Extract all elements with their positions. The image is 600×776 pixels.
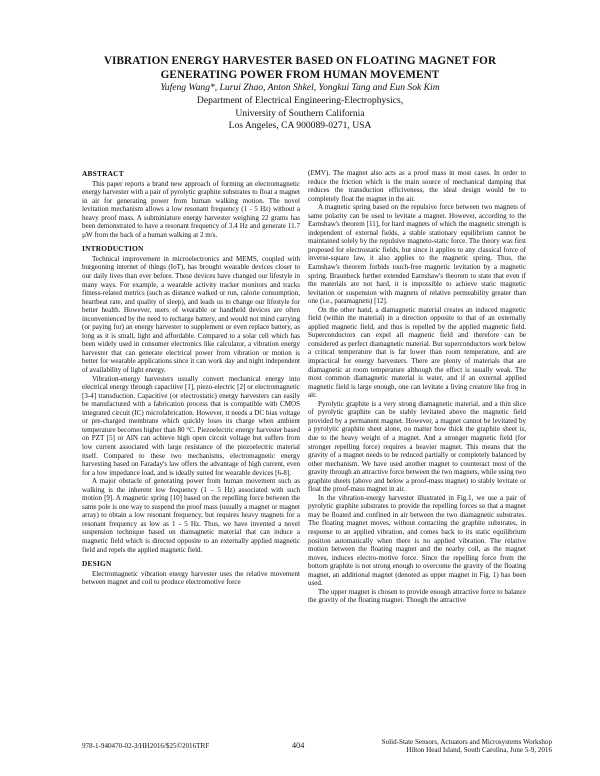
affiliation-university: University of Southern California [235,107,365,119]
footer-isbn: 978-1-940470-02-3/HH2016/$25©2016TRF [82,742,210,750]
title-line-1: VIBRATION ENERGY HARVESTER BASED ON FLOATING MAGNET FOR [103,55,497,67]
intro-paragraph-2: Vibration-energy harvesters usually convert mechanical energy into electrical energy through capacitive [1], piezo-electric [2] or electromagnetic [3-4] transduction. Capacitive (or electrostatic) energy harvesters can easily be manufactured with a fabrication process that is compatible with CMOS integrated circuit (IC) microfabrication. However, it needs a DC bias voltage or pre-charged membrane which quickly loses its charge when ambient temperature becomes higher than 80 °C. Piezoelectric energy harvester based on PZT [5] or AlN can achieve high open circuit voltage but suffers from low current associated with large resistance of the piezoelectric material itself. Compared to these two mechanisms, electromagnetic energy harvesting based on Faraday's law offers the advantage of high current, even for a low impedance load, and is ideally suited for wearable devices [6-8]. [82,374,300,477]
footer-conference [330,738,552,755]
abstract-text: This paper reports a brand new approach of forming an electromagnetic energy harvester with a pair of pyrolytic graphite substrates to float a magnet in air for generating power from human walking motion. The novel levitation mechanism allows a low resonant frequency (1 - 5 Hz) without a heavy proof mass. A subminiature energy harvester weighing 22 grams has been demonstrated to have a resonant frequency of 3.4 Hz and generate 11.7 µW from the back of a human walking at 2 m/s. [82,179,300,239]
page-number: 404 [292,741,305,750]
paper-title [60,55,540,82]
affiliation-address: Los Angeles, CA 900089-0271, USA [228,120,372,132]
affiliation [60,95,540,133]
left-column [82,170,300,587]
footer-conference-location: Hilton Head Island, South Carolina, June 5-9, 2016 [406,746,552,755]
affiliation-department: Department of Electrical Engineering-Electrophysics, [196,95,404,106]
author-list: Yufeng Wang*, Lurui Zhao, Anton Shkel, Yongkui Tang and Eun Sok Kim [160,82,440,93]
design-paragraph-4: Pyrolytic graphite is a very strong diamagnetic material, and a thin slice of pyrolytic graphite can be stably levitated above the magnetic field provided by a permanent magnet. However, a magnet cannot be levitated by a pyrolytic graphite sheet alone, no matter how thick the graphite sheet is, due to the heavy weight of a magnet. And a stronger magnetic field (for stronger repelling force) requires a heavier magnet. This means that the gravity of a magnet needs to be reduced partially or completely balanced by other mechanism. We have used another magnet to counteract most of the gravity through an attractive force between the two magnets, while using two graphite sheets (above and below a proof-mass magnet) to stably levitate or float the proof-mass magnet in air. [308,399,526,494]
abstract-heading: ABSTRACT [82,169,124,178]
design-paragraph-2: A magnetic spring based on the repulsive force between two magnets of same polarity can be used to levitate a magnet. However, according to the Earnshaw's theorem [11], for hard magnets of which the magnetic strength is independent of external fields, a stable stationary equilibrium cannot be maintained solely by the repulsive magneto-static force. The theory was first proposed for electrostatic fields, but since it applies to any classical force of inverse-square law, it also applies to the magnetic spring. Thus, the Earnshaw's theorem forbids touch-free magnetic levitation by a magnetic spring. Braunbeck further extended Earnshaw's theorem to state that even if the materials are not hard, it is impossible to achieve static magnetic levitation or suspension with magnets of relative permeability greater than one (i.e., paramagnets) [12]. [308,203,526,306]
introduction-heading: INTRODUCTION [82,244,144,254]
design-paragraph-3: On the other hand, a diamagnetic material creates an induced magnetic field (within the material) in a direction opposite to that of an externally applied magnetic field, and thus is repelled by the applied magnetic field. Superconductors can expel all magnetic field and therefore can be considered as perfect diamagnetic material. But superconductors work below a critical temperature that is far lower than room temperature, and are impractical for energy harvesters. There are plenty of materials that are diamagnetic at room temperature although the effect is usually weak. The most common diamagnetic material is water, and if an external applied magnetic field is large enough, one can levitate a living creature like frog in air. [308,305,526,400]
design-heading: DESIGN [82,559,112,569]
title-line-2: GENERATING POWER FROM HUMAN MOVEMENT [160,68,440,81]
right-column [308,169,526,605]
design-paragraph-1: Electromagnetic vibration energy harvester uses the relative movement between magnet and coil to produce electromotive force [82,569,300,587]
intro-paragraph-3: A major obstacle of generating power from human movement such as walking is the inherent low frequency (1 – 5 Hz) associated with such motion [9]. A magnetic spring [10] based on the repelling force between the same pole is one way to suspend the proof mass (usually a magnet or magnet array) to obtain a low resonant frequency, but requires heavy magnets for a resonant frequency as low as 1 - 5 Hz. Thus, we have invented a novel suspension technique based on diamagnetic material that can induce a magnetic field which is directed opposite to an externally applied magnetic field and repels the applied magnetic field. [82,477,300,554]
design-paragraph-continued: (EMV). The magnet also acts as a proof mass in most cases. In order to reduce the friction which is the main source of mechanical damping that reduces the transduction efficiveness, the ideal design would be to completely float the magnet in the air. [308,169,526,203]
design-paragraph-5: In the vibration-energy harvester illustrated in Fig.1, we use a pair of pyrolytic graphite substrates to provide the repelling forces so that a magnet may be floated and confined in air between the two diamagnetic substrates. The floating magnet moves, without contacting the graphite substrates, in response to an applied vibration, and comes back to its static equilibrium position automatically when there is no applied vibration. The relative motion between the floating magnet and the nearby coil, as the magnet moves, induces electro-motive force. Since the repelling force from the bottom graphite is not strong enough to overcome the gravity of the floating magnet, an additional magnet (denoted as upper magnet in Fig. 1) has been used. [308,493,526,588]
footer-conference-name: Solid-State Sensors, Actuators and Microsystems Workshop [381,738,552,746]
intro-paragraph-1: Technical improvement in microelectronics and MEMS, coupled with burgeoning internet of things (IoT), has brought wearable devices closer to our daily lives than ever before. These devices have changed our lifestyle in many ways. For example, a wearable activity tracker monitors and tracks fitness-related metrics (such as distance walked or run, calorie consumption, heartbeat rate, and quality of sleep), and leads us to change our lifestyle for better health. However, users of wearable or handheld devices are often inconvenienced by the need to recharge battery, and would not mind carrying (or paying for) an energy harvester to supplement or even replace battery, as long as it is small, light and affordable. Compared to a solar cell which has been widely used in consumer electronics like calculator, a vibration energy harvester that can generate electrical power from vibration or motion is better for wearable applications since it can work day and night independent of availability of light energy. [82,254,300,375]
design-paragraph-6: The upper magnet is chosen to provide enough attractive force to balance the gravity of the floating magnet. Though the attractive [308,587,526,605]
